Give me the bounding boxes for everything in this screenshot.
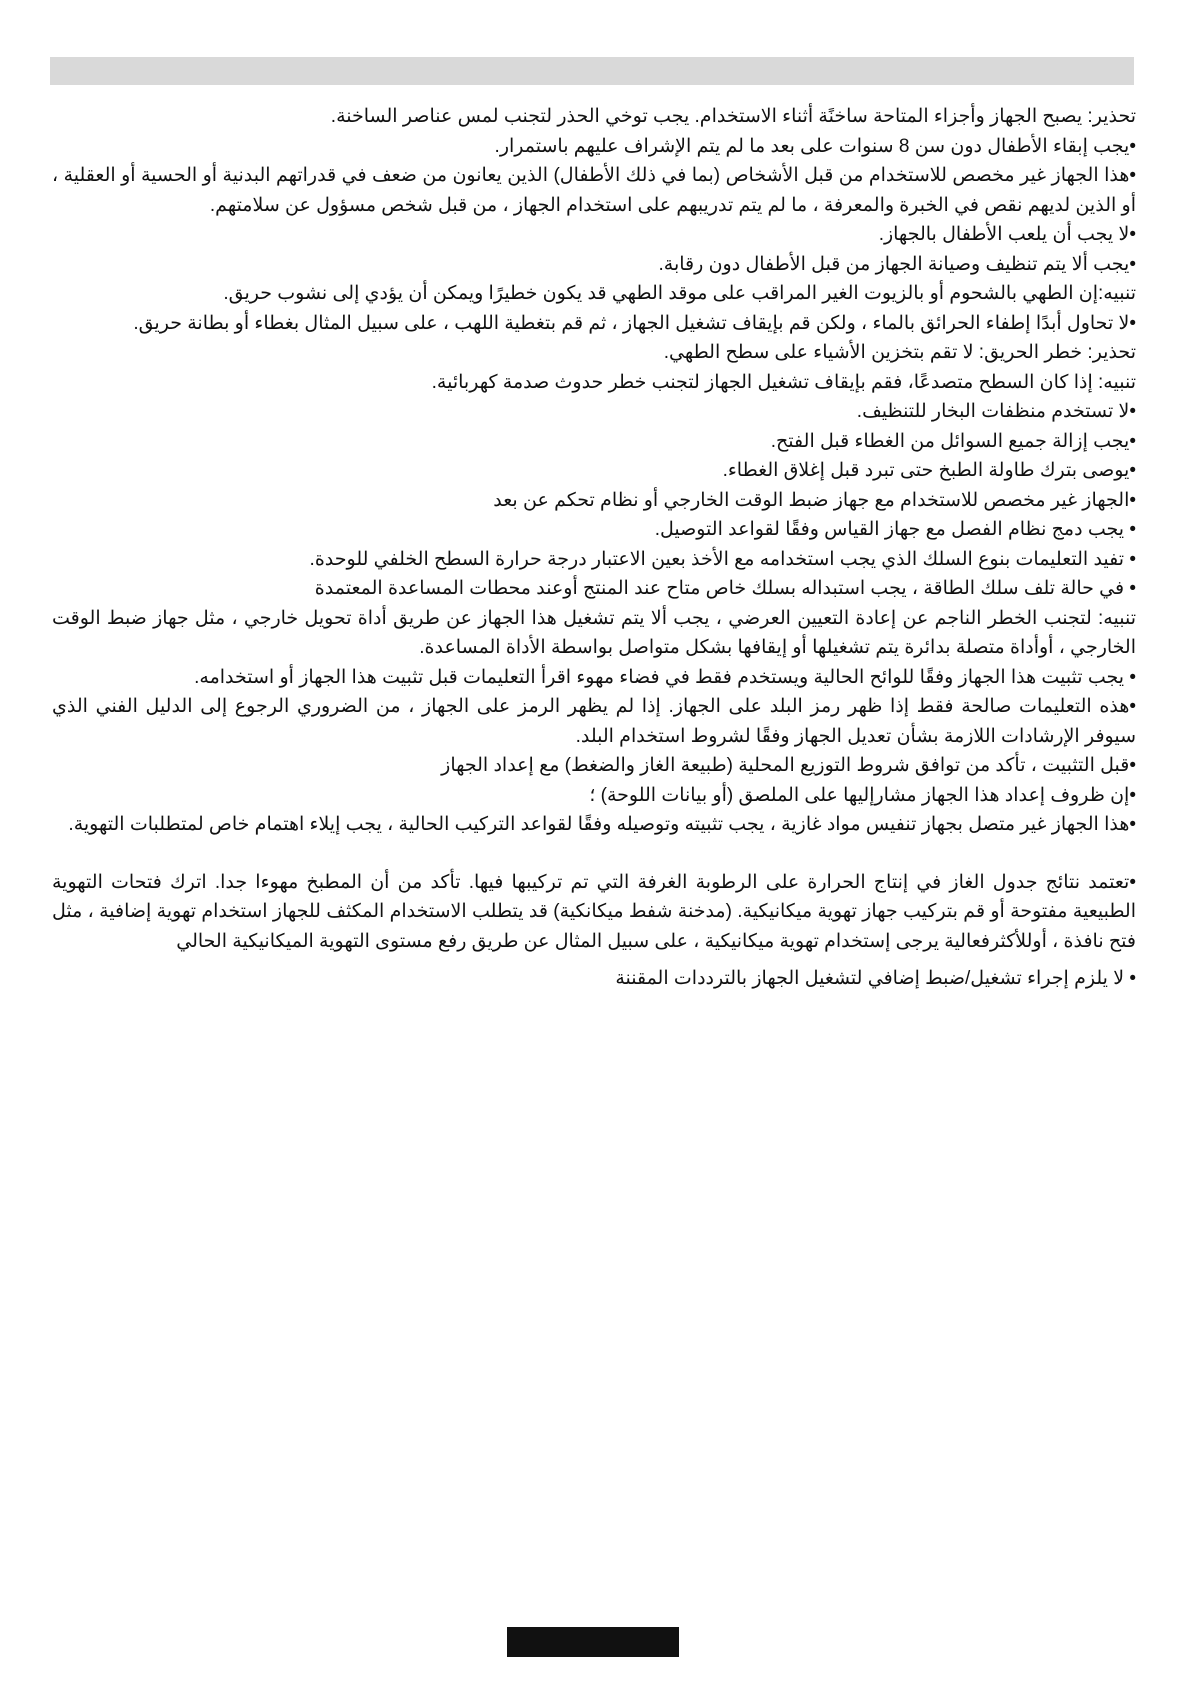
install-regulations: • يجب تثبيت هذا الجهاز وفقًا للوائح الحالية ويستخدم فقط في فضاء مهوء اقرأ التعليمات قبل تثبيت هذا الجهاز أو استخدامه. [194, 666, 1136, 688]
room-humidity-ventilation: •تعتمد نتائج جدول الغاز في إنتاج الحرارة على الرطوبة الغرفة التي تم تركيبها فيها. تأكد من أن المطبخ مهوءا جدا. اترك فتحات التهوية الطبيعية مفتوحة أو قم بتركيب جهاز تهوية ميكانيكية. (مدخنة شفط ميكانكية) قد يتطلب الاستخدام المكثف للجهاز استخدام تهوية إضافية ، مثل فتح نافذة ، أوللأكثرفعالية يرجى إستخدام تهوية ميكانيكية ، على سبيل المثال عن طريق رفع مستوى التهوية الميكانيكية الحالي [52, 871, 1136, 952]
rated-frequency: • لا يلزم إجراء تشغيل/ضبط إضافي لتشغيل الجهاز بالترددات المقننة [615, 968, 1136, 989]
label-conditions: •إن ظروف إعداد هذا الجهاز مشارإليها على الملصق (أو بيانات اللوحة) ؛ [589, 784, 1136, 806]
remove-liquids-lid: •يجب إزالة جميع السوائل من الغطاء قبل الفتح. [770, 430, 1136, 452]
no-steam-cleaners: •لا تستخدم منظفات البخار للتنظيف. [856, 401, 1136, 422]
warning-hot-parts: تحذير: يصبح الجهاز وأجزاء المتاحة ساخنًة أثناء الاستخدام. يجب توخي الحذر لتجنب لمس عناصر الساخنة. [330, 106, 1136, 127]
ventilation-requirements: •هذا الجهاز غير متصل بجهاز تنفيس مواد غازية ، يجب تثبيته وتوصيله وفقًا لقواعد التركيب الحالية ، يجب إيلاء اهتمام خاص لمتطلبات التهوية. [68, 814, 1136, 835]
reduced-capabilities: •هذا الجهاز غير مخصص للاستخدام من قبل الأشخاص (بما في ذلك الأطفال) الذين يعانون من ضعف في قدراتهم البدنية أو الحسية أو العقلية ، أو الذين لديهم نقص في الخبرة والمعرفة ، ما لم يتم تدريبهم على استخدام الجهاز ، من قبل شخص مسؤول عن سلامتهم. [52, 165, 1136, 216]
country-symbol: •هذه التعليمات صالحة فقط إذا ظهر رمز البلد على الجهاز. إذا لم يظهر الرمز على الجهاز ، من الضروري الرجوع إلى الدليل الفني الذي سيوفر الإرشادات اللازمة بشأن تعديل الجهاز وفقًا لشروط استخدام البلد. [52, 696, 1136, 747]
local-distribution: •قبل التثبيت ، تأكد من توافق شروط التوزيع المحلية (طبيعة الغاز والضغط) مع إعداد الجهاز [441, 755, 1136, 776]
children-under-8: •يجب إبقاء الأطفال دون سن 8 سنوات على بعد ما لم يتم الإشراف عليهم باستمرار. [494, 135, 1136, 157]
caution-inadvertent-reset: تنبيه: لتجنب الخطر الناجم عن إعادة التعيين العرضي ، يجب ألا يتم تشغيل هذا الجهاز عن طريق أداة تحويل خارجي ، مثل جهاز ضبط الوقت الخارجي ، أوأداة متصلة بدائرة يتم تشغيلها أو إيقافها بشكل متواصل بواسطة الأداة المساعدة. [52, 607, 1136, 658]
caution-cracked-surface: تنبيه: إذا كان السطح متصدعًا، فقم بإيقاف تشغيل الجهاز لتجنب خطر حدوث صدمة كهربائية. [431, 371, 1136, 393]
children-play: •لا يجب أن يلعب الأطفال بالجهاز. [878, 224, 1136, 245]
caution-unattended-oil: تنبيه:إن الطهي بالشحوم أو بالزيوت الغير المراقب على موقد الطهي قد يكون خطيرًا ويمكن أن يؤدي إلى نشوب حريق. [223, 283, 1136, 304]
cable-type: • تفيد التعليمات بنوع السلك الذي يجب استخدامه مع الأخذ بعين الاعتبار درجة حرارة السطح الخلفي للوحدة. [309, 548, 1136, 570]
damaged-power-cord: • في حالة تلف سلك الطاقة ، يجب استبداله بسلك خاص متاح عند المنتج أوعند محطات المساعدة المعتمدة [314, 578, 1136, 599]
cool-before-closing: •يوصى بترك طاولة الطبخ حتى تبرد قبل إغلاق الغطاء. [722, 460, 1136, 481]
no-external-timer: •الجهاز غير مخصص للاستخدام مع جهاز ضبط الوقت الخارجي أو نظام تحكم عن بعد [493, 489, 1136, 511]
warning-fire-storage: تحذير: خطر الحريق: لا تقم بتخزين الأشياء على سطح الطهي. [663, 342, 1136, 363]
never-water-fire: •لا تحاول أبدًا إطفاء الحرائق بالماء ، ولكن قم بإيقاف تشغيل الجهاز ، ثم قم بتغطية اللهب ، على سبيل المثال بغطاء أو بطانة حريق. [133, 312, 1136, 334]
header-bar [50, 57, 1134, 85]
cleaning-supervision: •يجب ألا يتم تنظيف وصيانة الجهاز من قبل الأطفال دون رقابة. [658, 253, 1136, 275]
page-footer-block [507, 1627, 679, 1657]
spacer [52, 840, 1136, 868]
disconnection-system: • يجب دمج نظام الفصل مع جهاز القياس وفقًا لقواعد التوصيل. [654, 519, 1136, 540]
safety-instructions [52, 102, 1136, 994]
